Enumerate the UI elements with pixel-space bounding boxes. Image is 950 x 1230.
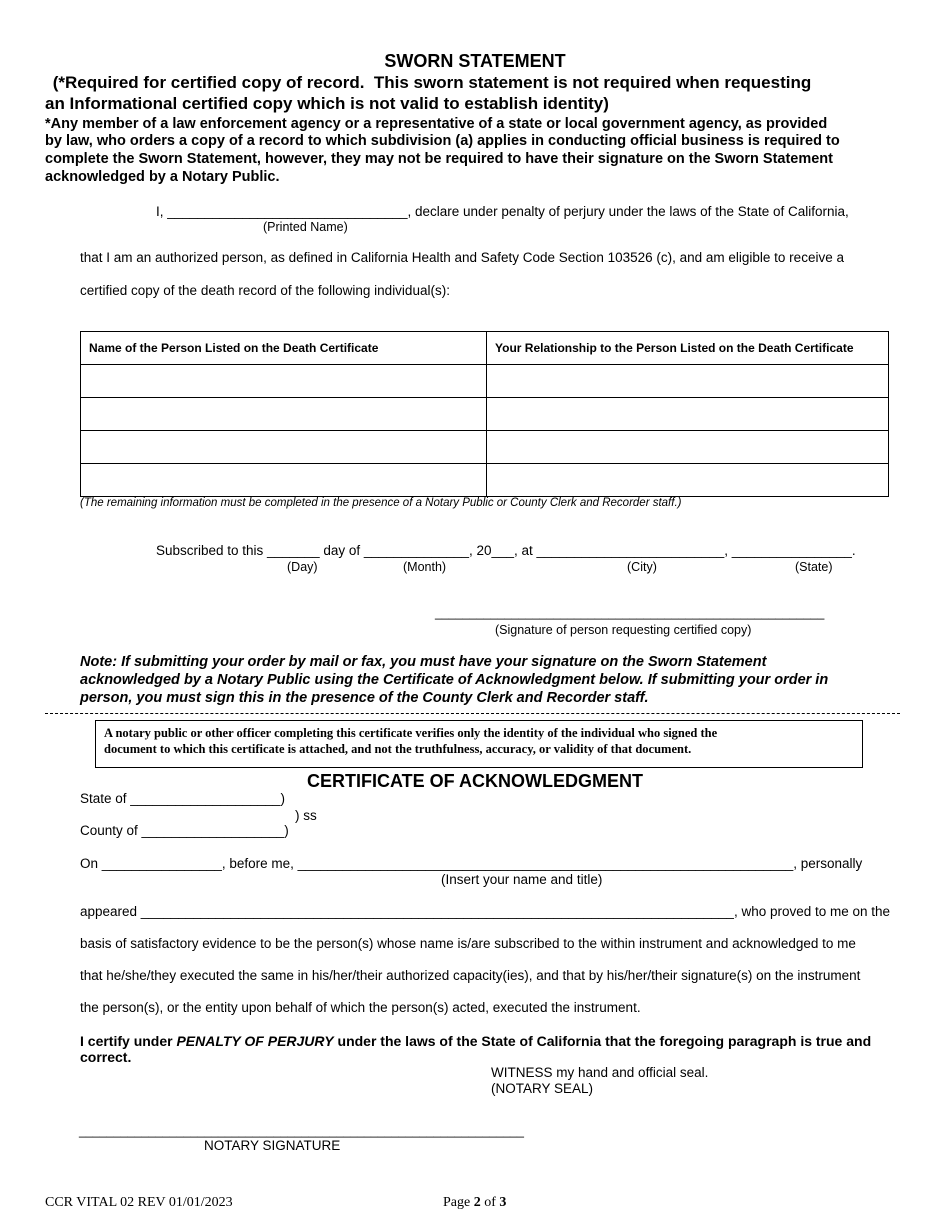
mail-note xyxy=(80,653,828,707)
month-label: (Month) xyxy=(403,560,447,574)
relationship-cell[interactable] xyxy=(487,365,889,398)
notice-line-2: document to which this certificate is attached, and not the truthfulness, accuracy, or validity of that document. xyxy=(104,742,692,756)
ss-mark: ) ss xyxy=(295,808,317,823)
printed-name-label: (Printed Name) xyxy=(263,220,348,234)
law-note-line-3: complete the Sworn Statement, however, they may not be required to have their signature on the Sworn Statement xyxy=(45,151,833,167)
on-before-me-line[interactable]: On ________________, before me, __________________________________________________________________, personally xyxy=(80,856,863,871)
table-row xyxy=(81,431,889,464)
appeared-line[interactable]: appeared _______________________________________________________________________________, who proved to me on the xyxy=(80,904,891,919)
relationship-cell[interactable] xyxy=(487,431,889,464)
basis-line: basis of satisfactory evidence to be the person(s) whose name is/are subscribed to the within instrument and acknowledged to me xyxy=(80,936,856,951)
name-cell[interactable] xyxy=(81,365,487,398)
notary-signature-label: NOTARY SIGNATURE xyxy=(204,1138,341,1153)
mail-note-line-2: acknowledged by a Notary Public using the Certificate of Acknowledgment below. If submitting your order in xyxy=(80,672,829,688)
name-cell[interactable] xyxy=(81,464,487,497)
table-footnote: (The remaining information must be completed in the presence of a Notary Public or County Clerk and Recorder staff.) xyxy=(80,497,682,509)
state-label: (State) xyxy=(795,560,833,574)
page-total: 3 xyxy=(499,1195,507,1210)
subscribed-line[interactable]: Subscribed to this _______ day of ______________, 20___, at _________________________, ________________. xyxy=(156,543,856,558)
certify-line-2: correct. xyxy=(80,1049,132,1065)
state-of-line[interactable]: State of ____________________) xyxy=(80,791,285,806)
subtitle-line-1: (*Required for certified copy of record. This sworn statement is not required when requesting xyxy=(48,73,812,92)
relationship-cell[interactable] xyxy=(487,398,889,431)
authorized-line-1: that I am an authorized person, as defined in California Health and Safety Code Section 103526 (c), and am eligible to receive a xyxy=(80,250,844,265)
page-indicator xyxy=(443,1195,506,1211)
entity-line: the person(s), or the entity upon behalf of which the person(s) acted, executed the instrument. xyxy=(80,1000,641,1015)
day-label: (Day) xyxy=(287,560,318,574)
law-note-line-4: acknowledged by a Notary Public. xyxy=(45,169,280,185)
form-id: CCR VITAL 02 REV 01/01/2023 xyxy=(45,1195,233,1210)
name-cell[interactable] xyxy=(81,431,487,464)
notary-seal-label: (NOTARY SEAL) xyxy=(491,1081,594,1096)
insert-name-label: (Insert your name and title) xyxy=(441,872,603,887)
certificate-title: CERTIFICATE OF ACKNOWLEDGMENT xyxy=(307,771,643,791)
subtitle-line-2: an Informational certified copy which is not valid to establish identity) xyxy=(45,94,609,113)
page-prefix: Page xyxy=(443,1195,474,1210)
witness-text: WITNESS my hand and official seal. xyxy=(491,1065,709,1080)
law-note-line-1: *Any member of a law enforcement agency or a representative of a state or local government agency, as provided xyxy=(45,116,828,132)
col-header-name: Name of the Person Listed on the Death Certificate xyxy=(81,332,487,365)
city-label: (City) xyxy=(627,560,657,574)
authorized-line-2: certified copy of the death record of the following individual(s): xyxy=(80,283,450,298)
name-cell[interactable] xyxy=(81,398,487,431)
law-note-line-2: by law, who orders a copy of a record to which subdivision (a) applies in conducting official business is required to xyxy=(45,133,840,149)
cut-divider xyxy=(45,713,900,714)
relationship-cell[interactable] xyxy=(487,464,889,497)
notary-notice-box xyxy=(95,720,863,768)
page-of: of xyxy=(480,1195,500,1210)
decedent-table xyxy=(80,331,889,497)
declare-line[interactable]: I, ________________________________, declare under penalty of perjury under the laws of the State of California, xyxy=(156,204,849,219)
certify-italic: PENALTY OF PERJURY xyxy=(176,1033,334,1049)
table-row xyxy=(81,464,889,497)
page-title: SWORN STATEMENT xyxy=(384,51,566,71)
certify-prefix: I certify under xyxy=(80,1033,177,1049)
notice-line-1: A notary public or other officer completing this certificate verifies only the identity of the individual who signed the xyxy=(104,726,718,740)
mail-note-line-3: person, you must sign this in the presence of the County Clerk and Recorder staff. xyxy=(80,690,649,706)
county-of-line[interactable]: County of ___________________) xyxy=(80,823,289,838)
notary-signature-line[interactable]: ________________________________________________________________ xyxy=(79,1124,524,1138)
signature-line[interactable]: ________________________________________________________ xyxy=(435,606,825,620)
mail-note-line-1: Note: If submitting your order by mail or fax, you must have your signature on the Sworn Statement xyxy=(80,654,767,670)
table-row xyxy=(81,398,889,431)
signature-label: (Signature of person requesting certified copy) xyxy=(495,623,752,637)
table-row xyxy=(81,365,889,398)
executed-line: that he/she/they executed the same in his/her/their authorized capacity(ies), and that by his/her/their signature(s) on the instrument xyxy=(80,968,861,983)
certify-suffix: under the laws of the State of California that the foregoing paragraph is true and xyxy=(333,1033,872,1049)
table-header-row xyxy=(81,332,889,365)
certify-line-1 xyxy=(80,1033,871,1049)
col-header-relationship: Your Relationship to the Person Listed on the Death Certificate xyxy=(487,332,889,365)
page-number: 2 xyxy=(473,1195,481,1210)
